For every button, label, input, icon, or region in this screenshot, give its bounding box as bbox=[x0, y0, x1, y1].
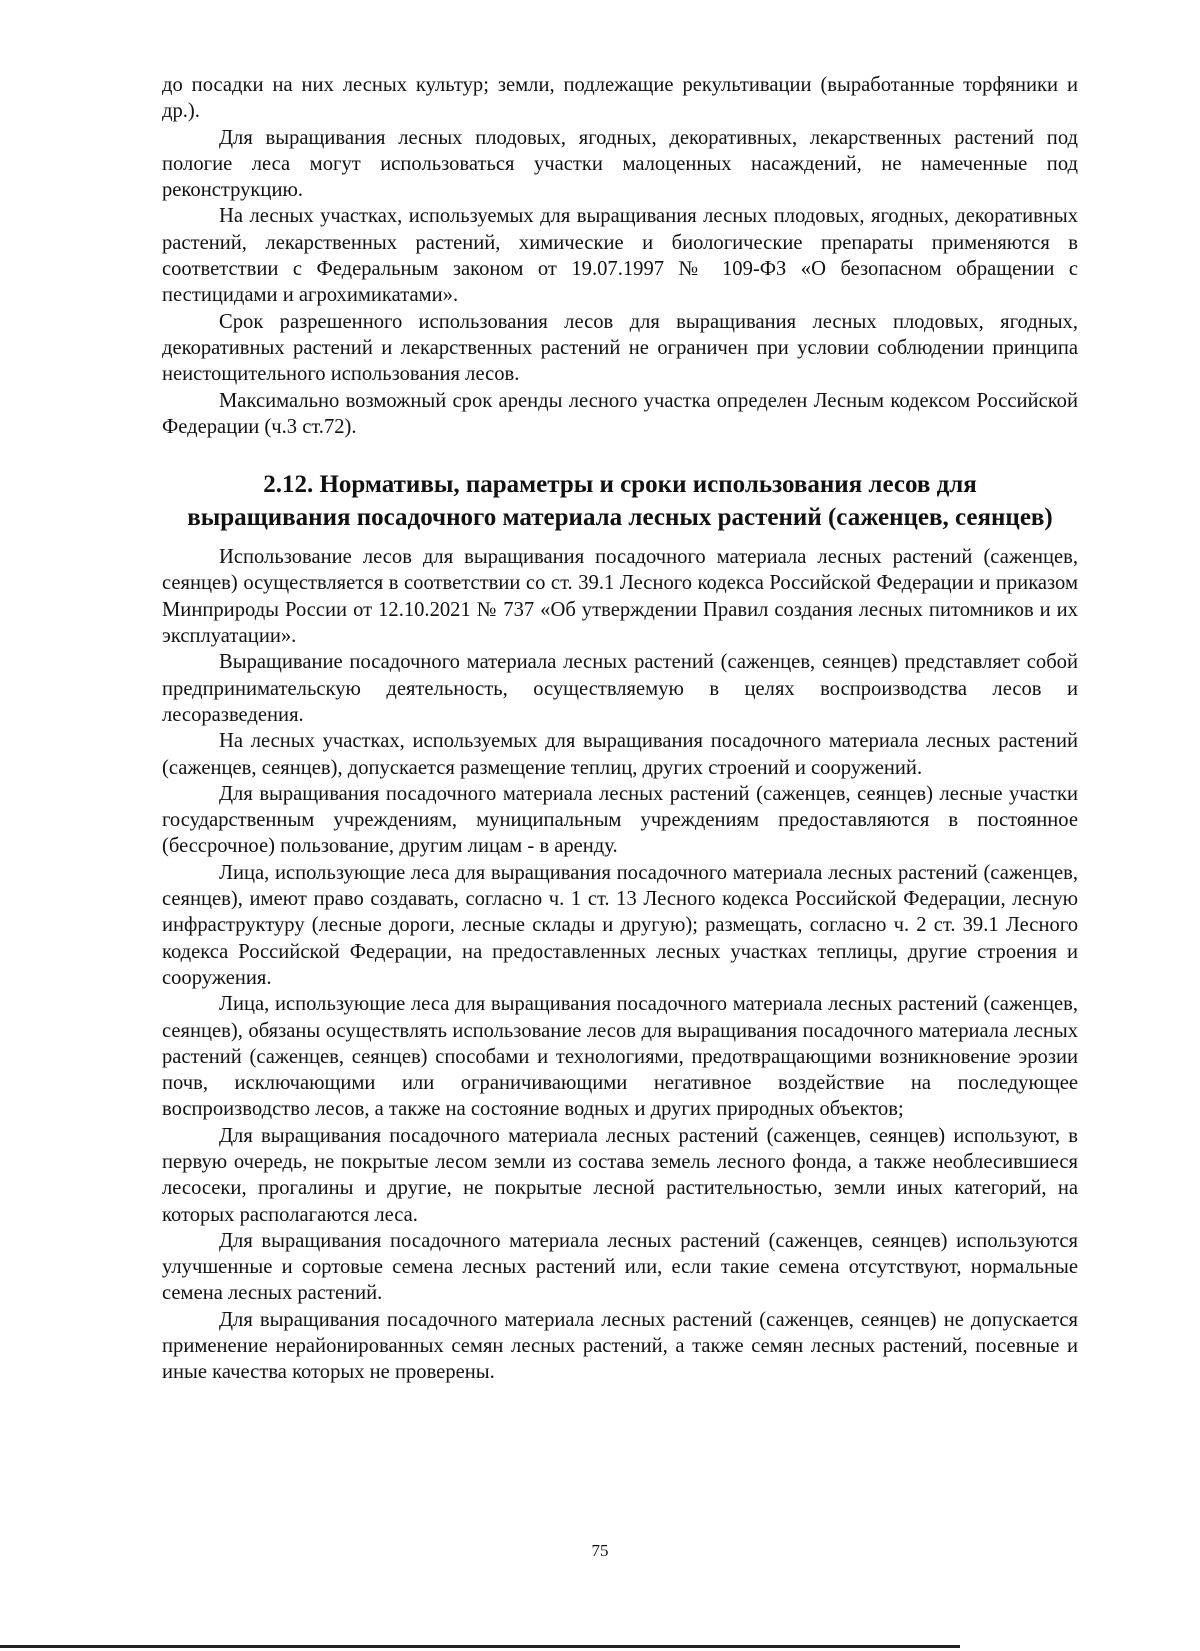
paragraph: Для выращивания посадочного материала лесных растений (саженцев, сеянцев) используют, в первую очередь, не покрытые лесом земли из состава земель лесного фонда, а также необлесившиеся лесосеки, прогалины и другие, не покрытые лесной растительностью, земли иных категорий, на которых располагаются леса. bbox=[162, 1124, 1078, 1226]
section-heading: 2.12. Нормативы, параметры и сроки использования лесов для выращивания посадочного материала лесных растений (саженцев, сеянцев) bbox=[187, 471, 1053, 532]
paragraph: до посадки на них лесных культур; земли, подлежащие рекультивации (выработанные торфяники и др.). bbox=[162, 74, 1078, 123]
paragraph: Для выращивания посадочного материала лесных растений (саженцев, сеянцев) не допускается применение нерайонированных семян лесных растений, а также семян лесных растений, посевные и иные качества которых не проверены. bbox=[162, 1308, 1078, 1384]
paragraph: Использование лесов для выращивания посадочного материала лесных растений (саженцев, сеянцев) осуществляется в соответствии со ст. 39.1 Лесного кодекса Российской Федерации и приказом Минприроды России от 12.10.2021 № 737 «Об утверждении Правил создания лесных питомников и их эксплуатации». bbox=[162, 546, 1078, 648]
paragraph: На лесных участках, используемых для выращивания посадочного материала лесных растений (саженцев, сеянцев), допускается размещение теплиц, других строений и сооружений. bbox=[162, 730, 1078, 779]
paragraph: Выращивание посадочного материала лесных растений (саженцев, сеянцев) представляет собой предпринимательскую деятельность, осуществляемую в целях воспроизводства лесов и лесоразведения. bbox=[162, 651, 1078, 726]
paragraph: Лица, использующие леса для выращивания посадочного материала лесных растений (саженцев, сеянцев), имеют право создавать, согласно ч. 1 ст. 13 Лесного кодекса Российской Федерации, лесную инфраструктуру (лесные дороги, лесные склады и другую); размещать, согласно ч. 2 ст. 39.1 Лесного кодекса Российской Федерации, на предоставленных лесных участках теплицы, другие строения и сооружения. bbox=[162, 861, 1078, 989]
paragraph: Максимально возможный срок аренды лесного участка определен Лесным кодексом Российской Федерации (ч.3 ст.72). bbox=[162, 389, 1078, 438]
paragraph: Срок разрешенного использования лесов для выращивания лесных плодовых, ягодных, декоративных растений и лекарственных растений не ограничен при условии соблюдении принципа неистощительного использования лесов. bbox=[162, 310, 1078, 386]
paragraph: Для выращивания посадочного материала лесных растений (саженцев, сеянцев) используются улучшенные и сортовые семена лесных растений или, если такие семена отсутствуют, нормальные семена лесных растений. bbox=[162, 1229, 1078, 1305]
paragraph: Для выращивания лесных плодовых, ягодных, декоративных, лекарственных растений под пологие леса могут использоваться участки малоценных насаждений, не намеченные под реконструкцию. bbox=[162, 126, 1078, 202]
document-page bbox=[162, 72, 1078, 1386]
page-number: 75 bbox=[591, 1541, 609, 1560]
paragraph: На лесных участках, используемых для выращивания лесных плодовых, ягодных, декоративных растений, лекарственных растений, химические и биологические препараты применяются в соответствии с Федеральным законом от 19.07.1997 № 109-ФЗ «О безопасном обращении с пестицидами и агрохимикатами». bbox=[162, 205, 1078, 307]
paragraph: Лица, использующие леса для выращивания посадочного материала лесных растений (саженцев, сеянцев), обязаны осуществлять использование лесов для выращивания посадочного материала лесных растений (саженцев, сеянцев) способами и технологиями, предотвращающими возникновение эрозии почв, исключающими или ограничивающими негативное воздействие на последующее воспроизводство лесов, а также на состояние водных и других природных объектов; bbox=[162, 993, 1078, 1121]
paragraph: Для выращивания посадочного материала лесных растений (саженцев, сеянцев) лесные участки государственным учреждениям, муниципальным учреждениям предоставляются в постоянное (бессрочное) пользование, другим лицам - в аренду. bbox=[162, 782, 1078, 858]
bottom-divider bbox=[0, 1645, 960, 1648]
